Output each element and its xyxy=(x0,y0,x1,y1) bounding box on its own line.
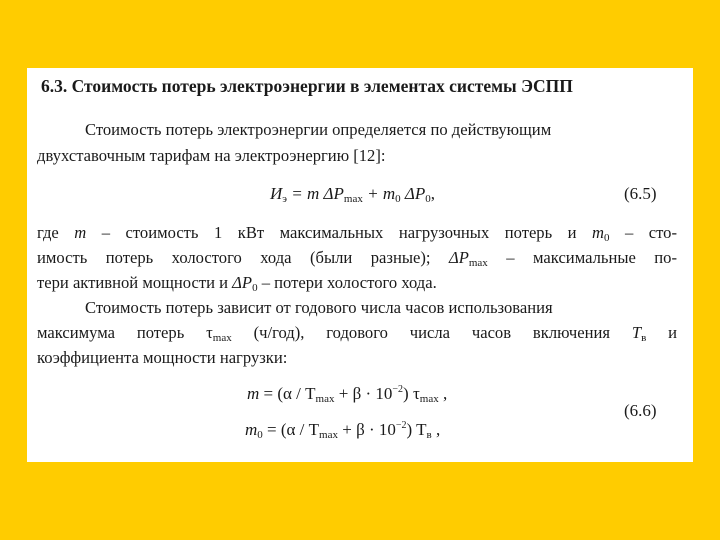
p2l2-dp-sub: max xyxy=(468,257,488,269)
p3l2-t-sub: в xyxy=(641,332,647,344)
para2-line1 xyxy=(37,223,677,243)
eq66-l2-b: + β · 10 xyxy=(338,420,396,439)
equation-number-6-5: (6.5) xyxy=(624,184,657,203)
p2l3-dp: ΔP xyxy=(232,273,253,292)
eq66-l2-lhs: m xyxy=(245,420,258,439)
para2-line3 xyxy=(37,273,437,293)
p2l2-a: имость потерь холостого хода (были разные); xyxy=(37,248,449,267)
eq65-rhs-c: ΔP xyxy=(400,184,426,203)
equation-6-5 xyxy=(270,184,435,204)
p2l1-b: – стоимость 1 кВт максимальных нагрузочных потерь и xyxy=(86,223,593,242)
eq65-end: , xyxy=(430,184,435,203)
equation-6-6-line1 xyxy=(247,384,447,404)
eq66-l1-b: + β · 10 xyxy=(334,384,393,403)
eq66-l2-c-sub: в xyxy=(426,429,432,441)
p3l2-tau-sub: max xyxy=(212,332,232,344)
p2l3-a: тери активной мощности и xyxy=(37,273,233,292)
eq66-l1-a: = (α / T xyxy=(259,384,316,403)
eq66-l2-a-sub: max xyxy=(319,429,338,441)
eq66-l2-lhs-sub: 0 xyxy=(257,429,263,441)
p2l1-m: m xyxy=(74,223,87,242)
p2l3-dp-sub: 0 xyxy=(252,282,258,294)
document-page xyxy=(27,68,693,462)
p2l2-dp: ΔP xyxy=(448,248,469,267)
eq66-l2-b-sup: −2 xyxy=(395,420,407,431)
eq66-l1-end: , xyxy=(438,384,448,403)
eq65-rhs-b: + m xyxy=(362,184,396,203)
equation-number-6-6: (6.6) xyxy=(624,401,657,420)
eq65-lhs-sub: э xyxy=(282,193,288,205)
p2l1-m0-sub: 0 xyxy=(604,232,610,244)
p2l1-a: где xyxy=(37,223,75,242)
eq66-l2-c: ) T xyxy=(406,420,427,439)
eq65-rhs-b-sub: 0 xyxy=(395,193,401,205)
equation-6-6-line2 xyxy=(245,420,440,440)
para3-line2 xyxy=(37,323,677,343)
p2l2-b: – максимальные по- xyxy=(487,248,678,267)
p3l2-b: (ч/год), годового числа часов включения xyxy=(231,323,632,342)
p2l1-m0: m xyxy=(592,223,605,242)
para3-line3: коэффициента мощности нагрузки: xyxy=(37,348,288,367)
eq66-l1-b-sup: −2 xyxy=(392,384,404,395)
eq66-l1-c: ) τ xyxy=(403,384,420,403)
p3l2-c: и xyxy=(646,323,677,342)
para2-line2 xyxy=(37,248,677,268)
p3l2-t: T xyxy=(631,323,642,342)
para1-line1: Стоимость потерь электроэнергии определяется по действующим xyxy=(85,120,552,139)
eq65-lhs: И xyxy=(270,184,283,203)
section-title: 6.3. Стоимость потерь электроэнергии в элементах системы ЭСПП xyxy=(41,76,573,96)
eq66-l2-a: = (α / T xyxy=(262,420,320,439)
p2l3-b: – потери холостого хода. xyxy=(257,273,437,292)
eq66-l1-c-sub: max xyxy=(419,393,439,405)
eq66-l2-end: , xyxy=(431,420,441,439)
eq66-l1-lhs: m xyxy=(247,384,260,403)
para1-line2: двухставочным тарифам на электроэнергию [12]: xyxy=(37,146,386,165)
eq66-l1-a-sub: max xyxy=(315,393,335,405)
para3-line1: Стоимость потерь зависит от годового числа часов использования xyxy=(85,298,553,317)
eq65-rhs-c-sub: 0 xyxy=(425,193,431,205)
p3l2-tau: τ xyxy=(206,323,213,342)
p2l1-c: – сто- xyxy=(609,223,677,242)
eq65-rhs-a-sub: max xyxy=(343,193,363,205)
eq65-rhs-a: = m ΔP xyxy=(287,184,344,203)
p3l2-a: максимума потерь xyxy=(37,323,207,342)
